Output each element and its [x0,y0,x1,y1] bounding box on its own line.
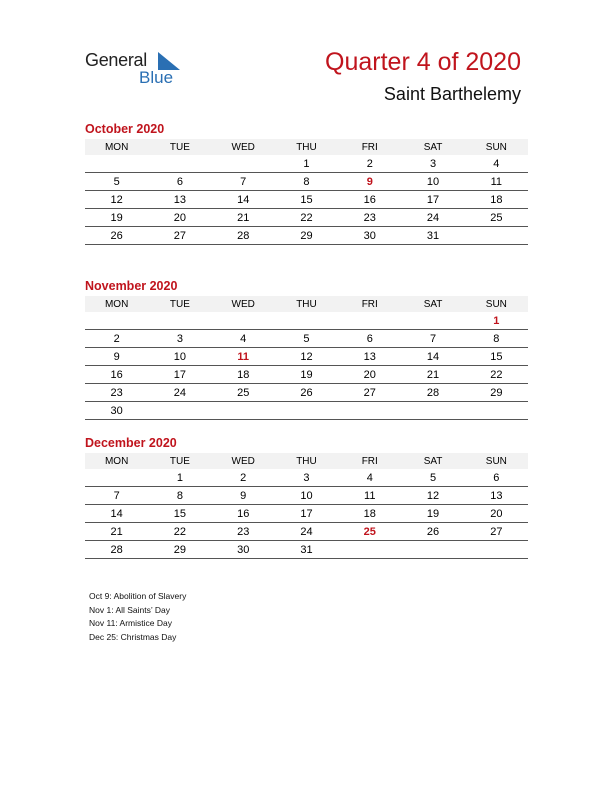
day-cell: 29 [275,227,338,245]
day-cell: 8 [465,330,528,348]
day-cell: 4 [338,469,401,487]
empty-day-cell [275,312,338,330]
day-cell: 14 [85,505,148,523]
week-row [85,541,528,559]
day-cell: 28 [212,227,275,245]
day-cell: 16 [212,505,275,523]
day-cell: 29 [148,541,211,559]
holiday-notes [89,590,186,644]
day-cell: 12 [401,487,464,505]
weekday-header: TUE [148,453,211,469]
empty-day-cell [275,402,338,420]
weekday-header: WED [212,296,275,312]
weekday-header: THU [275,139,338,155]
weekday-header: MON [85,139,148,155]
day-cell: 5 [401,469,464,487]
month-december [85,436,528,559]
day-cell: 22 [148,523,211,541]
empty-day-cell [401,541,464,559]
day-cell: 23 [212,523,275,541]
weekday-header-row [85,453,528,469]
weekday-header: WED [212,139,275,155]
weekday-header: FRI [338,296,401,312]
day-cell: 15 [275,191,338,209]
weekday-header-row [85,139,528,155]
weekday-header: THU [275,453,338,469]
day-cell: 16 [338,191,401,209]
day-cell: 22 [465,366,528,384]
page-title: Quarter 4 of 2020 [325,48,521,76]
week-row [85,209,528,227]
day-cell: 11 [212,348,275,366]
weekday-header: MON [85,453,148,469]
empty-day-cell [401,312,464,330]
country-name: Saint Barthelemy [383,84,521,104]
day-cell: 8 [148,487,211,505]
empty-day-cell [85,312,148,330]
day-cell: 1 [465,312,528,330]
day-cell: 17 [148,366,211,384]
month-title: November 2020 [85,279,178,293]
day-cell: 20 [148,209,211,227]
month-title: December 2020 [85,436,177,450]
day-cell: 19 [85,209,148,227]
day-cell: 23 [85,384,148,402]
day-cell: 8 [275,173,338,191]
day-cell: 4 [465,155,528,173]
day-cell: 5 [275,330,338,348]
holiday-note: Nov 1: All Saints’ Day [89,604,170,615]
weekday-header: SUN [465,139,528,155]
day-cell: 21 [401,366,464,384]
week-row [85,191,528,209]
day-cell: 2 [85,330,148,348]
day-cell: 27 [465,523,528,541]
day-cell: 13 [465,487,528,505]
week-row [85,505,528,523]
week-row [85,173,528,191]
day-cell: 6 [465,469,528,487]
weekday-header: SAT [401,139,464,155]
day-cell: 3 [148,330,211,348]
month-october [85,122,528,245]
day-cell: 17 [401,191,464,209]
day-cell: 29 [465,384,528,402]
day-cell: 9 [212,487,275,505]
weekday-header: TUE [148,296,211,312]
day-cell: 1 [275,155,338,173]
day-cell: 14 [401,348,464,366]
empty-day-cell [401,402,464,420]
weekday-header: FRI [338,453,401,469]
day-cell: 6 [338,330,401,348]
day-cell: 31 [275,541,338,559]
day-cell: 25 [338,523,401,541]
empty-day-cell [338,312,401,330]
day-cell: 4 [212,330,275,348]
day-cell: 14 [212,191,275,209]
day-cell: 19 [275,366,338,384]
day-cell: 12 [85,191,148,209]
week-row [85,523,528,541]
weekday-header: SAT [401,453,464,469]
day-cell: 2 [212,469,275,487]
calendar-table [85,453,528,559]
empty-day-cell [148,402,211,420]
day-cell: 27 [148,227,211,245]
empty-day-cell [465,227,528,245]
day-cell: 12 [275,348,338,366]
day-cell: 24 [148,384,211,402]
day-cell: 31 [401,227,464,245]
weekday-header: THU [275,296,338,312]
day-cell: 25 [212,384,275,402]
empty-day-cell [85,155,148,173]
day-cell: 5 [85,173,148,191]
day-cell: 3 [275,469,338,487]
logo [85,50,195,90]
holiday-note: Nov 11: Armistice Day [89,618,172,628]
day-cell: 18 [212,366,275,384]
day-cell: 15 [148,505,211,523]
day-cell: 10 [401,173,464,191]
empty-day-cell [465,541,528,559]
week-row [85,227,528,245]
day-cell: 11 [338,487,401,505]
empty-day-cell [148,155,211,173]
calendar-table [85,296,528,420]
day-cell: 21 [212,209,275,227]
day-cell: 30 [212,541,275,559]
empty-day-cell [148,312,211,330]
holiday-note: Dec 25: Christmas Day [89,631,177,642]
empty-day-cell [465,402,528,420]
weekday-header: SUN [465,453,528,469]
day-cell: 30 [338,227,401,245]
day-cell: 7 [401,330,464,348]
day-cell: 26 [85,227,148,245]
month-title: October 2020 [85,122,165,136]
day-cell: 9 [85,348,148,366]
day-cell: 17 [275,505,338,523]
weekday-header: TUE [148,139,211,155]
weekday-header: FRI [338,139,401,155]
day-cell: 1 [148,469,211,487]
week-row [85,330,528,348]
day-cell: 24 [275,523,338,541]
week-row [85,402,528,420]
day-cell: 22 [275,209,338,227]
empty-day-cell [212,312,275,330]
weekday-header: SAT [401,296,464,312]
day-cell: 19 [401,505,464,523]
day-cell: 18 [338,505,401,523]
week-row [85,366,528,384]
day-cell: 7 [212,173,275,191]
week-row [85,348,528,366]
day-cell: 23 [338,209,401,227]
weekday-header: SUN [465,296,528,312]
day-cell: 13 [148,191,211,209]
day-cell: 30 [85,402,148,420]
day-cell: 11 [465,173,528,191]
logo-blue-text: Blue [139,68,174,87]
day-cell: 25 [465,209,528,227]
weekday-header: WED [212,453,275,469]
empty-day-cell [85,469,148,487]
day-cell: 20 [465,505,528,523]
day-cell: 2 [338,155,401,173]
day-cell: 21 [85,523,148,541]
weekday-header-row [85,296,528,312]
day-cell: 10 [148,348,211,366]
empty-day-cell [212,155,275,173]
day-cell: 18 [465,191,528,209]
day-cell: 10 [275,487,338,505]
day-cell: 26 [275,384,338,402]
day-cell: 13 [338,348,401,366]
empty-day-cell [338,402,401,420]
day-cell: 7 [85,487,148,505]
day-cell: 26 [401,523,464,541]
day-cell: 27 [338,384,401,402]
empty-day-cell [338,541,401,559]
week-row [85,155,528,173]
day-cell: 15 [465,348,528,366]
day-cell: 16 [85,366,148,384]
holiday-note: Oct 9: Abolition of Slavery [89,591,187,601]
day-cell: 24 [401,209,464,227]
day-cell: 3 [401,155,464,173]
logo-general-text: General [85,50,147,70]
day-cell: 28 [401,384,464,402]
month-november [85,279,528,420]
day-cell: 20 [338,366,401,384]
week-row [85,469,528,487]
day-cell: 28 [85,541,148,559]
week-row [85,487,528,505]
calendar-table [85,139,528,245]
day-cell: 9 [338,173,401,191]
week-row [85,312,528,330]
day-cell: 6 [148,173,211,191]
empty-day-cell [212,402,275,420]
weekday-header: MON [85,296,148,312]
week-row [85,384,528,402]
